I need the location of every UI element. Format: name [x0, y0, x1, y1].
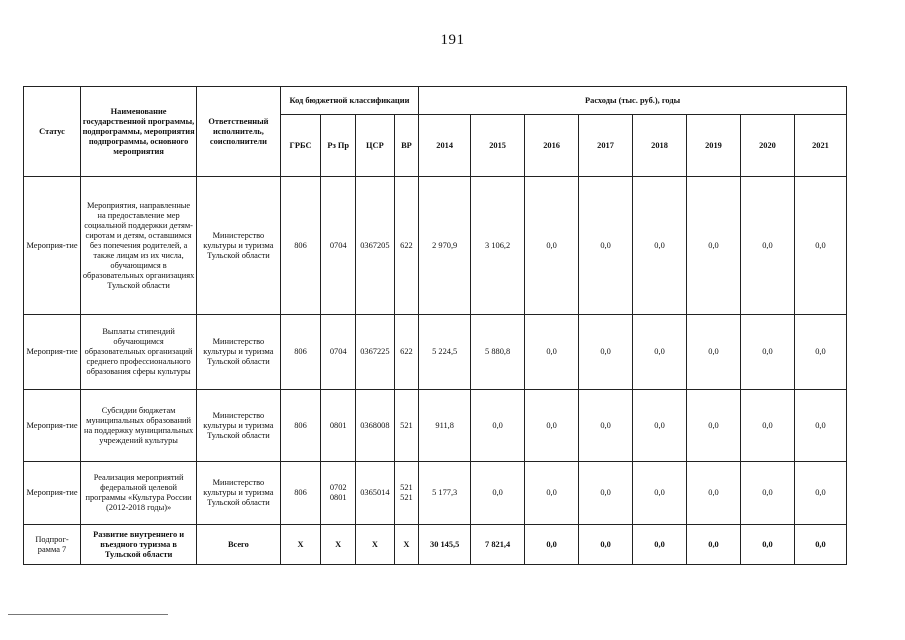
value-cell: 0,0 [687, 315, 741, 390]
grbs-cell: 806 [280, 462, 321, 525]
vr-cell: 622 [394, 177, 418, 315]
value-cell: 0,0 [794, 462, 846, 525]
header-vr: ВР [394, 115, 418, 177]
name-cell: Мероприятия, направленные на предоставление мер социальной поддержки детям-сиротам и детям, оставшимся без попечения родителей, а также лицам из их числа, обучающимся в образовательных организациях Тульской области [81, 177, 197, 315]
csr-cell: 0367225 [356, 315, 395, 390]
name-cell: Субсидии бюджетам муниципальных образований на поддержку муниципальных учреждений культуры [81, 390, 197, 462]
header-csr: ЦСР [356, 115, 395, 177]
page-number: 191 [440, 32, 465, 48]
value-cell: 0,0 [687, 177, 741, 315]
header-year: 2017 [579, 115, 633, 177]
vr-cell: 622 [394, 315, 418, 390]
grbs-cell: 806 [280, 315, 321, 390]
value-cell: 911,8 [419, 390, 471, 462]
table-row [24, 315, 847, 390]
executor-cell: Министерство культуры и туризма Тульской области [197, 462, 281, 525]
value-cell: 0,0 [633, 315, 687, 390]
header-year: 2019 [687, 115, 741, 177]
value-cell: 7 821,4 [471, 525, 525, 565]
header-row-1 [24, 87, 847, 115]
value-cell: 0,0 [579, 462, 633, 525]
header-year: 2021 [794, 115, 846, 177]
value-cell: 0,0 [794, 315, 846, 390]
budget-table [23, 86, 847, 565]
table-row [24, 177, 847, 315]
table-row [24, 462, 847, 525]
csr-cell: X [356, 525, 395, 565]
rzpr-cell: 0801 [321, 390, 356, 462]
executor-cell: Всего [197, 525, 281, 565]
value-cell: 0,0 [794, 390, 846, 462]
status-cell: Мероприя-тие [24, 315, 81, 390]
vr-cell: X [394, 525, 418, 565]
header-grbs: ГРБС [280, 115, 321, 177]
csr-cell: 0368008 [356, 390, 395, 462]
header-status: Статус [24, 87, 81, 177]
value-cell: 2 970,9 [419, 177, 471, 315]
executor-cell: Министерство культуры и туризма Тульской области [197, 390, 281, 462]
value-cell: 0,0 [740, 525, 794, 565]
csr-cell: 0367205 [356, 177, 395, 315]
executor-cell: Министерство культуры и туризма Тульской области [197, 315, 281, 390]
value-cell: 0,0 [525, 462, 579, 525]
rzpr-cell: 0702 0801 [321, 462, 356, 525]
footnote-divider [8, 614, 168, 615]
value-cell: 0,0 [471, 390, 525, 462]
header-year: 2014 [419, 115, 471, 177]
value-cell: 3 106,2 [471, 177, 525, 315]
value-cell: 0,0 [740, 315, 794, 390]
value-cell: 0,0 [471, 462, 525, 525]
rzpr-cell: X [321, 525, 356, 565]
value-cell: 0,0 [579, 390, 633, 462]
value-cell: 0,0 [525, 390, 579, 462]
header-name: Наименование государственной программы, подпрограммы, мероприятия подпрограммы, основного мероприятия [81, 87, 197, 177]
value-cell: 0,0 [740, 177, 794, 315]
name-cell: Развитие внутреннего и въездного туризма в Тульской области [81, 525, 197, 565]
grbs-cell: 806 [280, 177, 321, 315]
value-cell: 0,0 [687, 390, 741, 462]
table-row [24, 390, 847, 462]
header-year: 2020 [740, 115, 794, 177]
value-cell: 0,0 [794, 525, 846, 565]
name-cell: Реализация мероприятий федеральной целевой программы «Культура России (2012-2018 годы)» [81, 462, 197, 525]
header-expenses: Расходы (тыс. руб.), годы [419, 87, 847, 115]
value-cell: 0,0 [687, 462, 741, 525]
header-year: 2015 [471, 115, 525, 177]
value-cell: 0,0 [579, 177, 633, 315]
value-cell: 0,0 [525, 525, 579, 565]
header-rzpr: Рз Пр [321, 115, 356, 177]
value-cell: 30 145,5 [419, 525, 471, 565]
grbs-cell: X [280, 525, 321, 565]
value-cell: 5 880,8 [471, 315, 525, 390]
value-cell: 5 177,3 [419, 462, 471, 525]
value-cell: 5 224,5 [419, 315, 471, 390]
value-cell: 0,0 [525, 315, 579, 390]
vr-cell: 521 521 [394, 462, 418, 525]
value-cell: 0,0 [525, 177, 579, 315]
value-cell: 0,0 [740, 390, 794, 462]
value-cell: 0,0 [633, 390, 687, 462]
header-executor: Ответственный исполнитель, соисполнители [197, 87, 281, 177]
rzpr-cell: 0704 [321, 177, 356, 315]
header-year: 2018 [633, 115, 687, 177]
status-cell: Мероприя-тие [24, 177, 81, 315]
value-cell: 0,0 [687, 525, 741, 565]
grbs-cell: 806 [280, 390, 321, 462]
status-cell: Мероприя-тие [24, 390, 81, 462]
name-cell: Выплаты стипендий обучающимся образовательных организаций среднего профессионального образования сферы культуры [81, 315, 197, 390]
value-cell: 0,0 [579, 315, 633, 390]
status-cell: Мероприя-тие [24, 462, 81, 525]
value-cell: 0,0 [794, 177, 846, 315]
value-cell: 0,0 [633, 525, 687, 565]
status-cell: Подпрог-рамма 7 [24, 525, 81, 565]
csr-cell: 0365014 [356, 462, 395, 525]
header-budget-code: Код бюджетной классификации [280, 87, 419, 115]
header-year: 2016 [525, 115, 579, 177]
table-row-subprogram [24, 525, 847, 565]
value-cell: 0,0 [579, 525, 633, 565]
value-cell: 0,0 [740, 462, 794, 525]
executor-cell: Министерство культуры и туризма Тульской области [197, 177, 281, 315]
value-cell: 0,0 [633, 177, 687, 315]
vr-cell: 521 [394, 390, 418, 462]
value-cell: 0,0 [633, 462, 687, 525]
rzpr-cell: 0704 [321, 315, 356, 390]
